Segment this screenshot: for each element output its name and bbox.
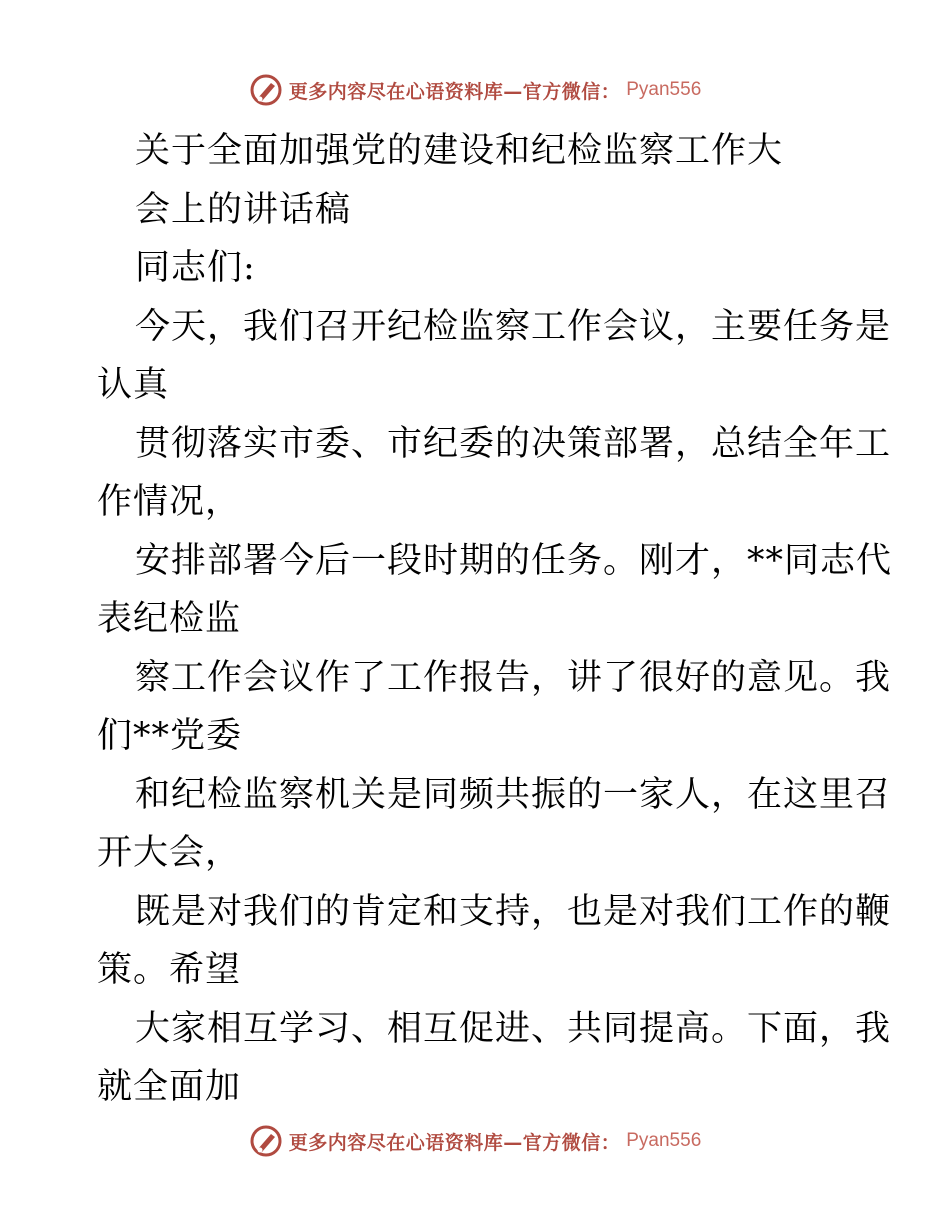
watermark-wechat-id: Pyan556 bbox=[626, 1130, 702, 1151]
document-line: 大家相互学习、相互促进、共同提高。下面，我 bbox=[135, 1008, 892, 1049]
pen-logo-icon bbox=[249, 73, 283, 107]
document-body bbox=[97, 122, 893, 1117]
pen-logo-icon bbox=[249, 1124, 283, 1158]
document-line: 今天，我们召开纪检监察工作会议，主要任务是 bbox=[135, 306, 892, 347]
document-line: 察工作会议作了工作报告，讲了很好的意见。我 bbox=[135, 657, 892, 698]
watermark-brand-text: 更多内容尽在心语资料库—官方微信： bbox=[288, 80, 621, 103]
document-line: 关于全面加强党的建设和纪检监察工作大 bbox=[135, 131, 784, 171]
document-line: 作情况， bbox=[97, 482, 242, 522]
document-line: 既是对我们的肯定和支持，也是对我们工作的鞭 bbox=[135, 891, 892, 932]
document-line: 表纪检监 bbox=[97, 599, 242, 639]
document-line: 认真 bbox=[97, 365, 170, 405]
footer-watermark bbox=[0, 1121, 950, 1161]
document-line: 贯彻落实市委、市纪委的决策部署，总结全年工 bbox=[135, 423, 892, 464]
document-line: 和纪检监察机关是同频共振的一家人，在这里召 bbox=[135, 774, 892, 815]
header-watermark bbox=[0, 70, 950, 110]
document-line: 策。希望 bbox=[97, 950, 242, 990]
watermark-brand-text: 更多内容尽在心语资料库—官方微信： bbox=[288, 1131, 621, 1154]
document-line: 们**党委 bbox=[97, 716, 243, 756]
document-line: 安排部署今后一段时期的任务。刚才，**同志代 bbox=[135, 540, 893, 581]
watermark-wechat-id: Pyan556 bbox=[626, 79, 702, 100]
document-line: 同志们: bbox=[135, 248, 256, 288]
document-line: 开大会， bbox=[97, 833, 242, 873]
document-line: 会上的讲话稿 bbox=[135, 189, 352, 230]
document-line: 就全面加 bbox=[97, 1067, 242, 1107]
